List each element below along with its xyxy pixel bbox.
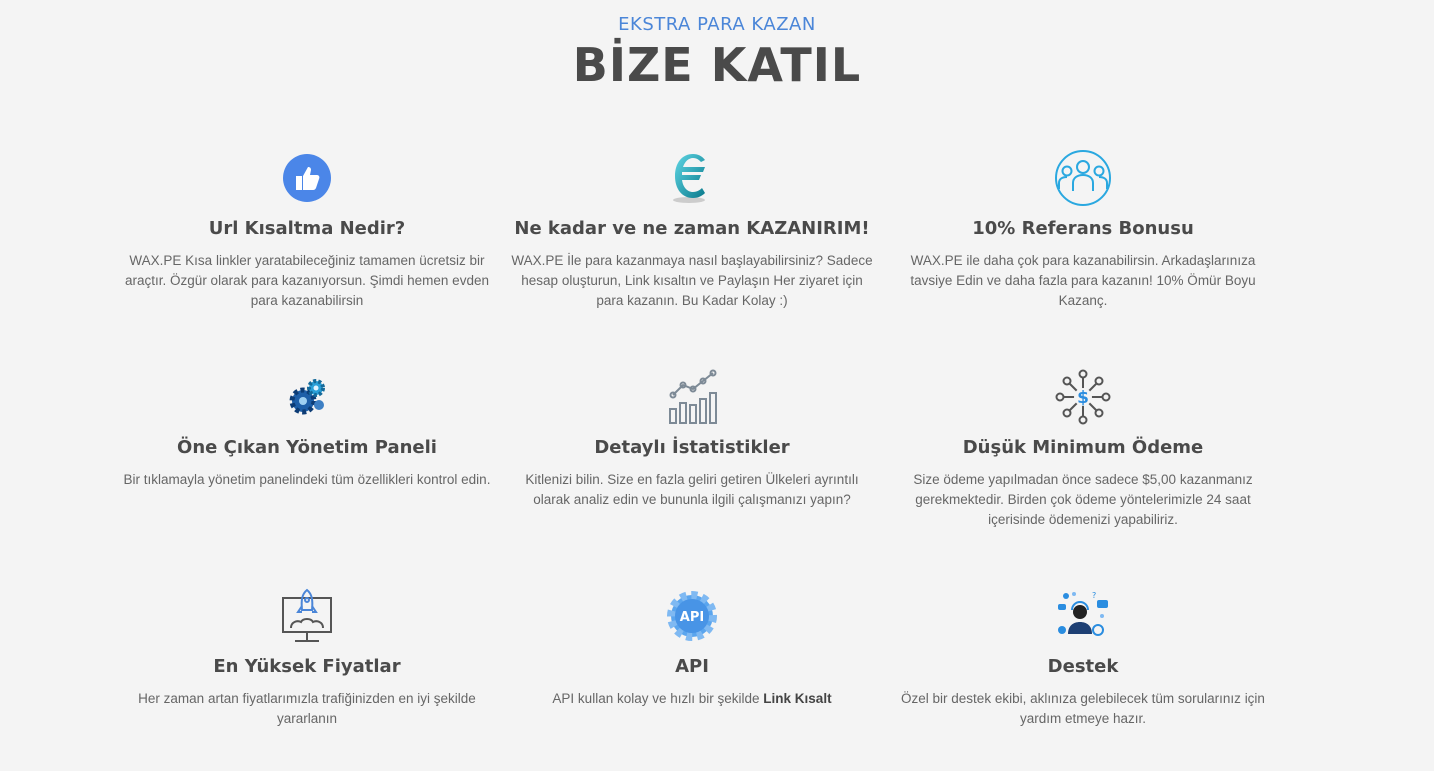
feature-title: En Yüksek Fiyatlar [213,656,401,677]
feature-description: WAX.PE Kısa linkler yaratabileceğiniz tamamen ücretsiz bir araçtır. Özgür olarak para kazanıyorsun. Şimdi hemen evden para kazanabilirsin [125,253,489,308]
feature-description: Bir tıklamayla yönetim panelindeki tüm özellikleri kontrol edin. [123,472,491,487]
svg-text:API: API [679,610,705,625]
svg-text:$: $ [1077,388,1089,408]
feature-description: Her zaman artan fiyatlarımızla trafiğinizden en iyi şekilde yararlanın [138,691,476,726]
feature-api [502,586,882,709]
feature-title: Detaylı İstatistikler [594,437,790,458]
svg-text:?: ? [1092,591,1097,600]
feature-title: Url Kısaltma Nedir? [208,218,406,239]
feature-title: Destek [1047,656,1119,677]
feature-title: Ne kadar ve ne zaman KAZANIRIM! [514,218,870,239]
feature-title: Düşük Minimum Ödeme [962,437,1204,458]
feature-admin-panel [117,367,497,490]
feature-title: Öne Çıkan Yönetim Paneli [177,437,437,458]
feature-description: Size ödeme yapılmadan önce sadece $5,00 kazanmanız gerekmektedir. Birden çok ödeme yöntelerimizle 24 saat içerisinde ödemenizi yapabiliriz. [913,472,1253,527]
dollar-network-icon [1053,367,1113,427]
gears-icon [277,367,337,427]
thumbs-up-icon [277,148,337,208]
api-gear-icon [662,586,722,646]
feature-description-text: API kullan kolay ve hızlı bir şekilde [552,691,760,706]
support-agent-icon [1053,586,1113,646]
feature-title: API [675,656,709,677]
statistics-chart-icon [662,367,722,427]
link-shorten-text: Link Kısalt [763,691,832,706]
feature-earnings [502,148,882,311]
feature-support [893,586,1273,729]
feature-description: WAX.PE İle para kazanmaya nasıl başlayabilirsiniz? Sadece hesap oluşturun, Link kısaltın ve Paylaşın Her ziyaret için para kazanın. Bu Kadar Kolay :) [511,253,873,308]
section-title: BİZE KATIL [572,38,862,92]
euro-icon [662,148,722,208]
feature-minimum-payment [893,367,1273,530]
feature-highest-prices [117,586,497,729]
feature-description: Özel bir destek ekibi, aklınıza gelebilecek tüm sorularınız için yardım etmeye hazır. [901,691,1265,726]
feature-description: WAX.PE ile daha çok para kazanabilirsin. Arkadaşlarınıza tavsiye Edin ve daha fazla para kazanın! 10% Ömür Boyu Kazanç. [910,253,1256,308]
feature-description [502,689,882,709]
rocket-monitor-icon [277,586,337,646]
section-subtitle: EKSTRA PARA KAZAN [618,14,816,35]
feature-description: Kitlenizi bilin. Size en fazla geliri getiren Ülkeleri ayrıntılı olarak analiz edin ve bununla ilgili çalışmanızı yapın? [525,472,859,507]
referral-users-icon [1053,148,1113,208]
feature-referral [893,148,1273,311]
feature-url-shortening [117,148,497,311]
feature-title: 10% Referans Bonusu [972,218,1194,239]
feature-statistics [502,367,882,510]
